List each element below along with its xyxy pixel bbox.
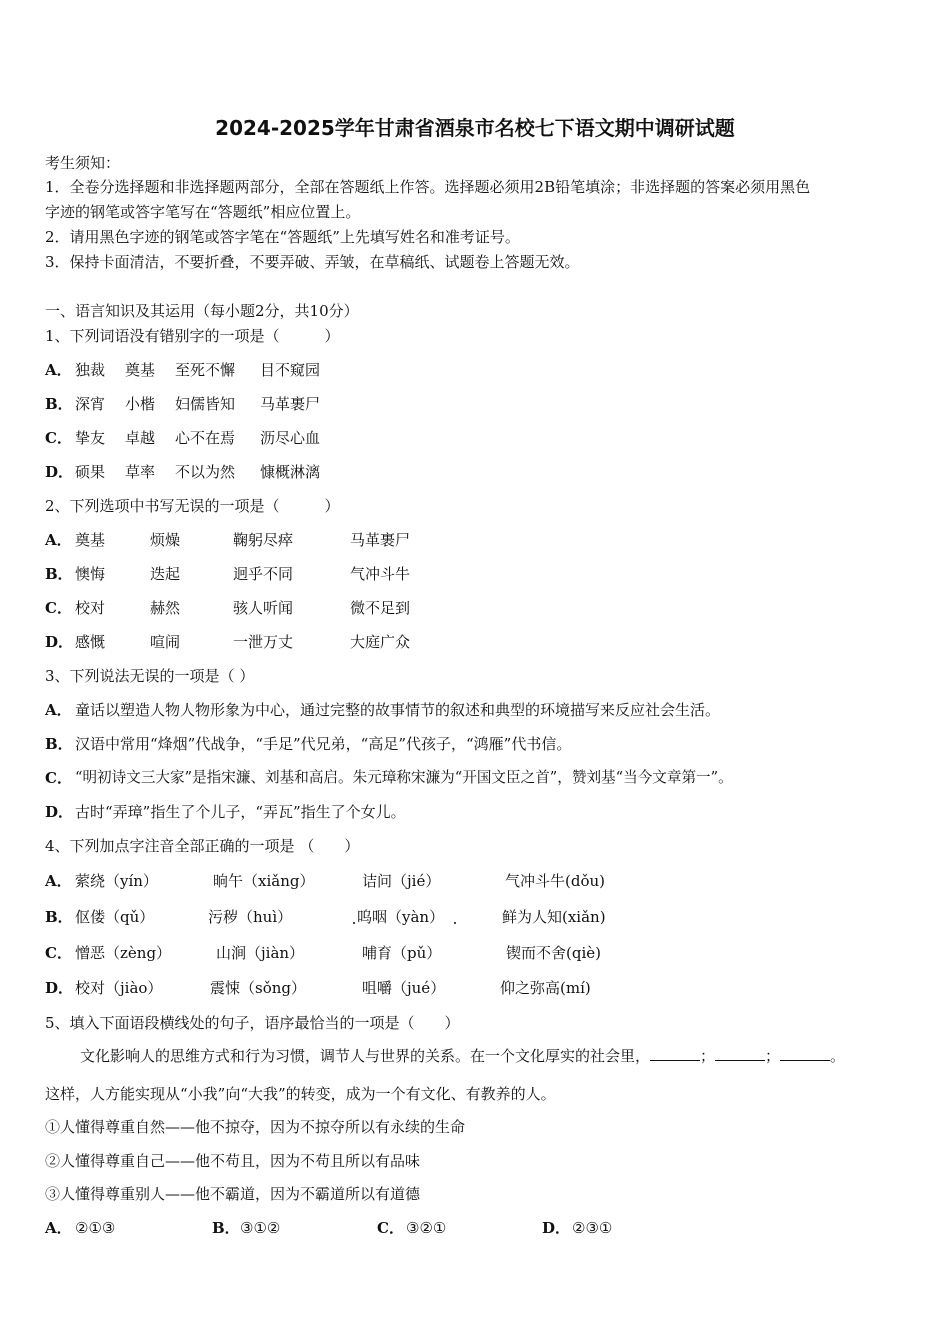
- option-item: 迥乎不同: [233, 565, 294, 583]
- option-item: 草率: [125, 463, 156, 481]
- option-item: 沥尽心血: [260, 429, 321, 447]
- option-item: 独裁: [75, 361, 106, 379]
- option-text: ②①③: [75, 1219, 116, 1237]
- option-label: D．: [45, 463, 74, 481]
- notice-line-1b: 字迹的钢笔或答字笔写在“答题纸”相应位置上。: [45, 203, 361, 221]
- option-item: 不以为然: [175, 463, 236, 481]
- notice-line-3: 3．保持卡面清洁，不要折叠，不要弄破、弄皱，在草稿纸、试题卷上答题无效。: [45, 253, 580, 271]
- option-label: C．: [45, 769, 72, 787]
- option-item: 气冲斗牛: [350, 565, 411, 583]
- notice-line-2: 2．请用黑色字迹的钢笔或答字笔在“答题纸”上先填写姓名和准考证号。: [45, 228, 520, 246]
- option-item: 哺育（pǔ）: [362, 944, 442, 962]
- option-text: ②③①: [572, 1219, 613, 1237]
- option-item: 烦燥: [150, 531, 181, 549]
- option-item: 呜咽（yàn）: [357, 908, 445, 926]
- option-label: A．: [45, 1219, 72, 1237]
- sentence-3: ③人懂得尊重别人——他不霸道，因为不霸道所以有道德: [45, 1185, 421, 1203]
- exam-title: 2024-2025学年甘肃省酒泉市名校七下语文期中调研试题: [215, 116, 735, 140]
- option-label: C．: [45, 599, 72, 617]
- option-item: 咀嚼（jué）: [362, 979, 446, 997]
- option-item: 锲而不舍(qiè): [506, 944, 601, 962]
- option-item: 硕果: [75, 463, 106, 481]
- option-item: 目不窥园: [260, 361, 321, 379]
- notice-line-1a: 1．全卷分选择题和非选择题两部分，全部在答题纸上作答。选择题必须用2B铅笔填涂；非选择题的答案必须用黑色: [45, 178, 811, 196]
- question-1-stem: 1、下列词语没有错别字的一项是（ ）: [45, 327, 340, 345]
- option-label: B．: [212, 1219, 240, 1237]
- option-label: C．: [45, 944, 72, 962]
- option-item: 仰之弥高(mí): [500, 979, 591, 997]
- option-text: 古时“弄璋”指生了个儿子，“弄瓦”指生了个女儿。: [75, 803, 406, 821]
- option-label: A．: [45, 531, 72, 549]
- option-label: A．: [45, 701, 72, 719]
- option-item: 奠基: [75, 531, 106, 549]
- option-label: C．: [377, 1219, 404, 1237]
- option-item: 深宵: [75, 395, 106, 413]
- question-5-paragraph-cont: 这样，人方能实现从“小我”向“大我”的转变，成为一个有文化、有教养的人。: [45, 1085, 556, 1103]
- option-item: 懊悔: [75, 565, 106, 583]
- option-text: “明初诗文三大家”是指宋濂、刘基和高启。朱元璋称宋濂为“开国文臣之首”，赞刘基“当今文章第一”。: [75, 769, 733, 786]
- option-item: 微不足到: [350, 599, 411, 617]
- sentence-1: ①人懂得尊重自然——他不掠夺，因为不掠夺所以有永续的生命: [45, 1118, 466, 1136]
- option-item: 奠基: [125, 361, 156, 379]
- answer-blank: [650, 1046, 700, 1061]
- option-label: D．: [45, 633, 74, 651]
- notice-heading: 考生须知：: [45, 154, 121, 172]
- option-text: 童话以塑造人物人物形象为中心，通过完整的故事情节的叙述和典型的环境描写来反应社会生活。: [75, 701, 721, 719]
- option-item: 骇人听闻: [233, 599, 294, 617]
- option-item: 慷概淋漓: [260, 463, 321, 481]
- option-item: 气冲斗牛(dǒu): [505, 872, 605, 890]
- option-label: B．: [45, 395, 73, 413]
- option-item: 鞠躬尽瘁: [233, 531, 294, 549]
- option-label: A．: [45, 361, 72, 379]
- option-label: A．: [45, 872, 72, 890]
- option-label: B．: [45, 908, 73, 926]
- question-5-stem: 5、填入下面语段横线处的句子，语序最恰当的一项是（ ）: [45, 1014, 460, 1032]
- option-label: B．: [45, 565, 73, 583]
- question-5-paragraph: 文化影响人的思维方式和行为习惯，调节人与世界的关系。在一个文化厚实的社会里， ； ； 。: [80, 1047, 846, 1065]
- option-text: ③②①: [406, 1219, 447, 1237]
- option-item: 憎恶（zèng）: [75, 944, 172, 962]
- option-item: 鲜为人知(xiǎn): [502, 908, 606, 926]
- option-item: 卓越: [125, 429, 156, 447]
- option-item: 感慨: [75, 633, 106, 651]
- option-item: 马革裹尸: [350, 531, 411, 549]
- emphasis-dot: [353, 922, 355, 924]
- option-label: D．: [542, 1219, 571, 1237]
- option-item: 污秽（huì）: [208, 908, 293, 926]
- option-item: 马革裹尸: [260, 395, 321, 413]
- option-item: 赫然: [150, 599, 181, 617]
- section-heading: 一、语言知识及其运用（每小题2分，共10分）: [45, 302, 359, 320]
- option-item: 校对（jiào）: [75, 979, 163, 997]
- option-item: 伛偻（qǔ）: [75, 908, 155, 926]
- sentence-2: ②人懂得尊重自己——他不苟且，因为不苟且所以有品味: [45, 1152, 421, 1170]
- option-item: 震悚（sǒng）: [210, 979, 306, 997]
- option-label: D．: [45, 803, 74, 821]
- option-item: 晌午（xiǎng）: [213, 872, 315, 890]
- emphasis-dot: [454, 922, 456, 924]
- option-item: 迭起: [150, 565, 181, 583]
- answer-blank: [780, 1046, 830, 1061]
- option-item: 一泄万丈: [233, 633, 294, 651]
- option-text: 汉语中常用“烽烟”代战争，“手足”代兄弟，“高足”代孩子，“鸿雁”代书信。: [75, 735, 572, 753]
- option-label: C．: [45, 429, 72, 447]
- option-item: 萦绕（yín）: [75, 872, 158, 890]
- option-item: 小楷: [125, 395, 156, 413]
- option-item: 大庭广众: [350, 633, 411, 651]
- option-label: D．: [45, 979, 74, 997]
- option-item: 诘问（jié）: [362, 872, 441, 890]
- option-item: 心不在焉: [175, 429, 236, 447]
- option-item: 妇儒皆知: [175, 395, 236, 413]
- option-item: 至死不懈: [175, 361, 236, 379]
- option-text: ③①②: [240, 1219, 281, 1237]
- option-label: B．: [45, 735, 73, 753]
- paragraph-text: 文化影响人的思维方式和行为习惯，调节人与世界的关系。在一个文化厚实的社会里，: [80, 1047, 651, 1065]
- question-4-stem: 4、下列加点字注音全部正确的一项是 （ ）: [45, 837, 360, 855]
- answer-blank: [715, 1046, 765, 1061]
- question-3-stem: 3、下列说法无误的一项是（ ）: [45, 667, 255, 685]
- option-item: 校对: [75, 599, 106, 617]
- option-item: 喧闹: [150, 633, 181, 651]
- question-2-stem: 2、下列选项中书写无误的一项是（ ）: [45, 497, 340, 515]
- option-item: 山涧（jiàn）: [216, 944, 305, 962]
- option-item: 挚友: [75, 429, 106, 447]
